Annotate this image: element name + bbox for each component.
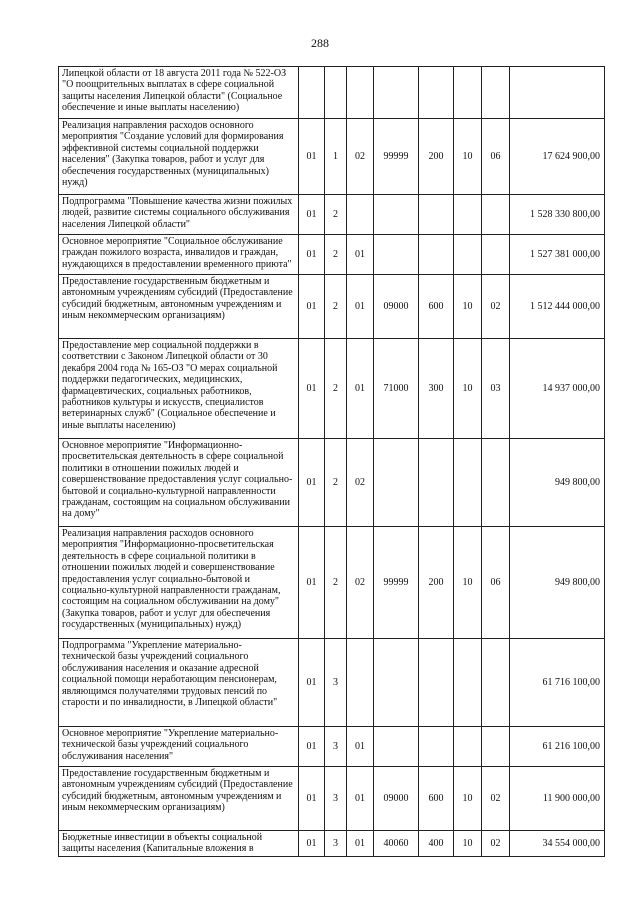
code-cell-c5: 300 [419,339,454,439]
code-cell-c6: 10 [454,119,482,195]
code-cell-c7: 06 [482,119,510,195]
amount-cell: 11 900 000,00 [510,767,605,831]
table-row [59,119,605,195]
code-cell-c5 [419,439,454,527]
code-cell-c6: 10 [454,275,482,339]
row-description: Бюджетные инвестиции в объекты социальной защиты населения (Капитальные вложения в [59,831,299,857]
code-cell-c2: 3 [325,831,347,857]
code-cell-c4: 40060 [374,831,419,857]
code-cell-c7 [482,195,510,235]
code-cell-c1: 01 [299,439,325,527]
code-cell-c5: 400 [419,831,454,857]
code-cell-c4 [374,639,419,727]
code-cell-c7: 02 [482,831,510,857]
code-cell-c7: 03 [482,339,510,439]
code-cell-c3: 02 [347,439,374,527]
code-cell-c2: 3 [325,727,347,767]
row-description: Предоставление государственным бюджетным и автономным учреждениям субсидий (Предоставление субсидий бюджетным, автономным учреждениям и иным некоммерческим организациям) [59,275,299,339]
code-cell-c4: 99999 [374,119,419,195]
amount-cell: 61 716 100,00 [510,639,605,727]
code-cell-c4 [374,727,419,767]
code-cell-c3: 01 [347,235,374,275]
code-cell-c1: 01 [299,275,325,339]
code-cell-c3: 01 [347,339,374,439]
code-cell-c1: 01 [299,767,325,831]
code-cell-c7 [482,235,510,275]
table-row [59,767,605,831]
code-cell-c7: 02 [482,275,510,339]
table-row [59,339,605,439]
code-cell-c5 [419,727,454,767]
code-cell-c3: 01 [347,831,374,857]
amount-cell: 17 624 900,00 [510,119,605,195]
code-cell-c2: 2 [325,275,347,339]
code-cell-c2: 3 [325,639,347,727]
code-cell-c1: 01 [299,831,325,857]
row-description: Подпрограмма "Повышение качества жизни пожилых людей, развитие системы социального обслуживания населения Липецкой области" [59,195,299,235]
amount-cell: 1 527 381 000,00 [510,235,605,275]
code-cell-c3 [347,639,374,727]
code-cell-c3: 01 [347,275,374,339]
table-row [59,831,605,857]
code-cell-c4 [374,235,419,275]
row-description: Реализация направления расходов основного мероприятия "Создание условий для формирования эффективной системы социальной поддержки населения" (Закупка товаров, работ и услуг для обеспечения государственных (муниципальных) нужд) [59,119,299,195]
table-row [59,275,605,339]
code-cell-c1: 01 [299,235,325,275]
row-description: Основное мероприятие "Социальное обслуживание граждан пожилого возраста, инвалидов и граждан, нуждающихся в предоставлении временного приюта" [59,235,299,275]
code-cell-c5: 200 [419,119,454,195]
code-cell-c4 [374,439,419,527]
code-cell-c3: 02 [347,527,374,639]
code-cell-c3: 01 [347,727,374,767]
code-cell-c1 [299,67,325,119]
code-cell-c4: 99999 [374,527,419,639]
code-cell-c7: 06 [482,527,510,639]
row-description: Основное мероприятие "Информационно-просветительская деятельность в сфере социальной политики в отношении пожилых людей и совершенствование предоставления услуг социально-бытовой и социально-культурной направленности гражданам, состоящим на социальном обслуживании на дому" [59,439,299,527]
code-cell-c7 [482,639,510,727]
code-cell-c2: 1 [325,119,347,195]
code-cell-c2 [325,67,347,119]
code-cell-c4 [374,195,419,235]
code-cell-c5 [419,67,454,119]
table-row [59,235,605,275]
code-cell-c6 [454,67,482,119]
code-cell-c6 [454,235,482,275]
table-row [59,67,605,119]
code-cell-c6 [454,195,482,235]
code-cell-c5 [419,235,454,275]
table-row [59,195,605,235]
code-cell-c7 [482,67,510,119]
row-description: Предоставление мер социальной поддержки в соответствии с Законом Липецкой области от 30 декабря 2004 года № 165-ОЗ "О мерах социальной поддержки педагогических, медицинских, фармацевтических, социальных работников, работников культуры и искусств, специалистов ветеринарных служб" (Социальное обеспечение и иные выплаты населению) [59,339,299,439]
code-cell-c7 [482,727,510,767]
code-cell-c5: 600 [419,767,454,831]
code-cell-c6 [454,727,482,767]
table-row [59,527,605,639]
amount-cell: 949 800,00 [510,527,605,639]
amount-cell: 1 528 330 800,00 [510,195,605,235]
code-cell-c3 [347,67,374,119]
amount-cell [510,67,605,119]
code-cell-c3: 02 [347,119,374,195]
code-cell-c2: 3 [325,767,347,831]
code-cell-c2: 2 [325,527,347,639]
code-cell-c1: 01 [299,119,325,195]
code-cell-c2: 2 [325,439,347,527]
row-description: Предоставление государственным бюджетным и автономным учреждениям субсидий (Предоставление субсидий бюджетным, автономным учреждениям и иным некоммерческим организациям) [59,767,299,831]
amount-cell: 34 554 000,00 [510,831,605,857]
code-cell-c2: 2 [325,339,347,439]
code-cell-c3: 01 [347,767,374,831]
code-cell-c7: 02 [482,767,510,831]
code-cell-c6 [454,639,482,727]
amount-cell: 949 800,00 [510,439,605,527]
table-row [59,639,605,727]
code-cell-c6: 10 [454,767,482,831]
budget-table [58,66,605,857]
code-cell-c5 [419,195,454,235]
code-cell-c6: 10 [454,831,482,857]
table-row [59,727,605,767]
amount-cell: 1 512 444 000,00 [510,275,605,339]
code-cell-c4 [374,67,419,119]
code-cell-c1: 01 [299,195,325,235]
amount-cell: 14 937 000,00 [510,339,605,439]
code-cell-c6: 10 [454,527,482,639]
amount-cell: 61 216 100,00 [510,727,605,767]
code-cell-c6 [454,439,482,527]
code-cell-c4: 09000 [374,275,419,339]
code-cell-c2: 2 [325,235,347,275]
code-cell-c1: 01 [299,339,325,439]
row-description: Липецкой области от 18 августа 2011 года № 522-ОЗ "О поощрительных выплатах в сфере социальной защиты населения Липецкой области" (Социальное обеспечение и иные выплаты населению) [59,67,299,119]
code-cell-c4: 71000 [374,339,419,439]
code-cell-c1: 01 [299,727,325,767]
code-cell-c5 [419,639,454,727]
code-cell-c2: 2 [325,195,347,235]
page-number: 288 [311,36,329,50]
code-cell-c7 [482,439,510,527]
row-description: Основное мероприятие "Укрепление материально-технической базы учреждений социального обслуживания населения" [59,727,299,767]
row-description: Реализация направления расходов основного мероприятия "Информационно-просветительская деятельность в сфере социальной политики в отношении пожилых людей и совершенствование предоставления услуг социально-бытовой и социально-культурной направленности гражданам, состоящим на социальном обслуживании на дому" (Закупка товаров, работ и услуг для обеспечения государственных (муниципальных) нужд) [59,527,299,639]
code-cell-c3 [347,195,374,235]
code-cell-c6: 10 [454,339,482,439]
code-cell-c5: 600 [419,275,454,339]
row-description: Подпрограмма "Укрепление материально-технической базы учреждений социального обслуживания населения и оказание адресной социальной помощи неработающим пенсионерам, являющимся получателями трудовых пенсий по старости и по инвалидности, в Липецкой области" [59,639,299,727]
code-cell-c4: 09000 [374,767,419,831]
table-row [59,439,605,527]
code-cell-c1: 01 [299,639,325,727]
code-cell-c5: 200 [419,527,454,639]
code-cell-c1: 01 [299,527,325,639]
